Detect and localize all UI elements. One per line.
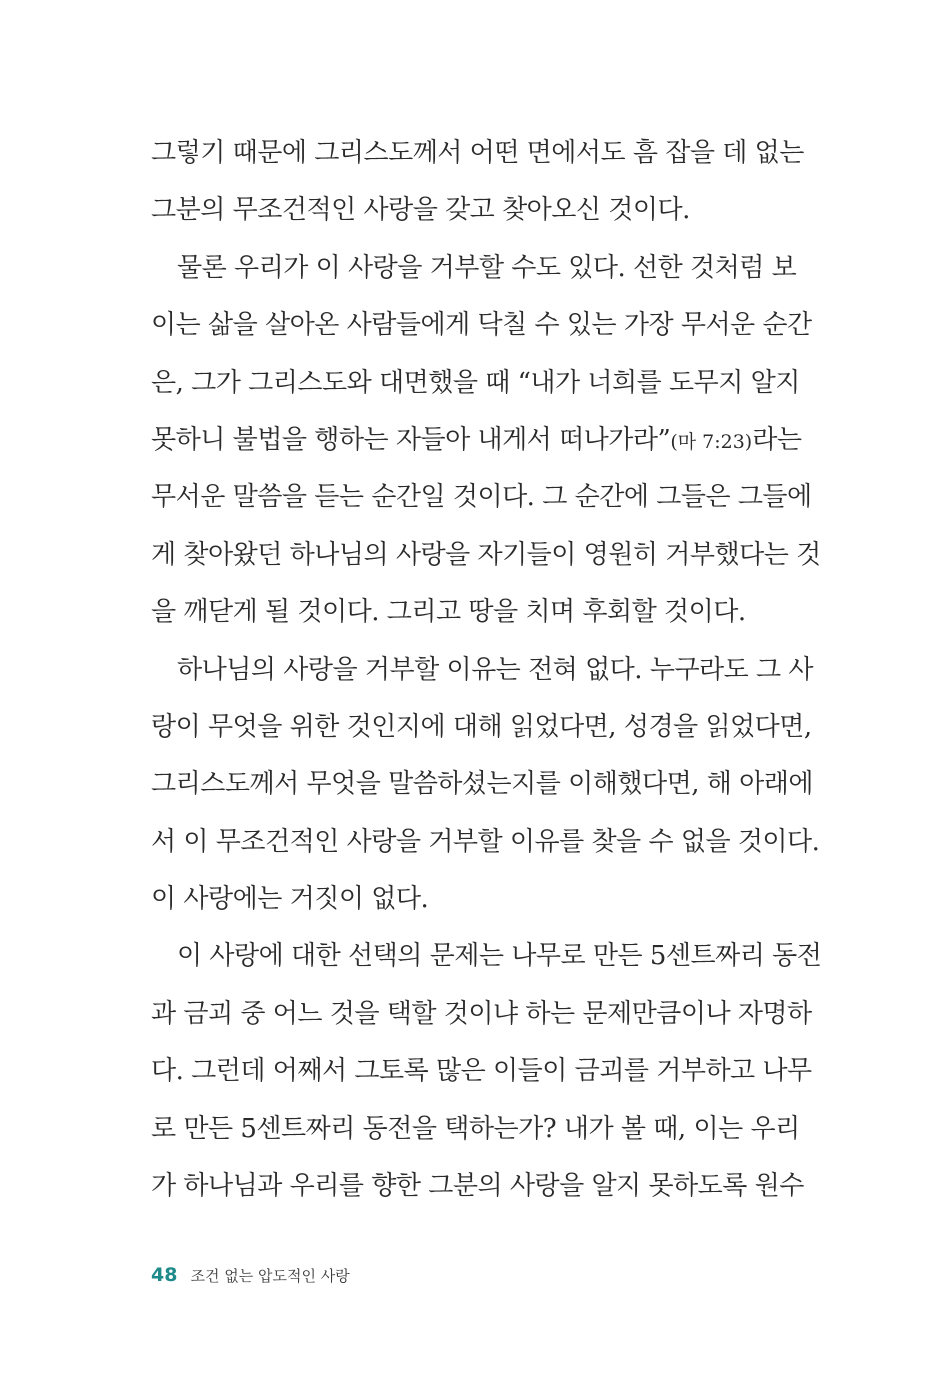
body-line: 물론 우리가 이 사랑을 거부할 수도 있다. 선한 것처럼 보 [177,252,797,283]
body-line-text: 라는 [752,424,802,455]
body-line: 서 이 무조건적인 사랑을 거부할 이유를 찾을 수 없을 것이다. [151,826,820,857]
page-number: 48 [151,1264,178,1286]
page-body [151,125,822,1215]
page-footer [151,1262,350,1288]
body-line: 그리스도께서 무엇을 말씀하셨는지를 이해했다면, 해 아래에 [151,769,813,800]
body-line: 게 찾아왔던 하나님의 사랑을 자기들이 영원히 거부했다는 것 [151,539,821,570]
body-line: 과 금괴 중 어느 것을 택할 것이냐 하는 문제만큼이나 자명하 [151,998,812,1029]
body-line: 이 사랑에는 거짓이 없다. [151,884,429,915]
scripture-reference: (마 7:23) [670,430,753,453]
body-line: 이는 삶을 살아온 사람들에게 닥칠 수 있는 가장 무서운 순간 [151,310,812,341]
body-line: 랑이 무엇을 위한 것인지에 대해 읽었다면, 성경을 읽었다면, [151,711,812,742]
body-line: 그분의 무조건적인 사랑을 갖고 찾아오신 것이다. [151,195,690,226]
body-line: 은, 그가 그리스도와 대면했을 때 “내가 너희를 도무지 알지 [151,367,800,398]
body-line: 이 사랑에 대한 선택의 문제는 나무로 만든 5센트짜리 동전 [177,941,822,972]
body-line: 하나님의 사랑을 거부할 이유는 전혀 없다. 누구라도 그 사 [177,654,814,685]
body-line: 을 깨닫게 될 것이다. 그리고 땅을 치며 후회할 것이다. [151,597,746,628]
body-line: 무서운 말씀을 듣는 순간일 것이다. 그 순간에 그들은 그들에 [151,482,812,513]
body-line [151,412,802,469]
body-line: 로 만든 5센트짜리 동전을 택하는가? 내가 볼 때, 이는 우리 [151,1113,800,1144]
body-line-text: 못하니 불법을 행하는 자들아 내게서 떠나가라” [151,424,671,455]
body-line: 그렇기 때문에 그리스도께서 어떤 면에서도 흠 잡을 데 없는 [151,138,804,168]
running-title: 조건 없는 압도적인 사랑 [190,1267,350,1285]
body-line: 다. 그런데 어째서 그토록 많은 이들이 금괴를 거부하고 나무 [151,1056,812,1087]
body-line: 가 하나님과 우리를 향한 그분의 사랑을 알지 못하도록 원수 [151,1171,804,1202]
